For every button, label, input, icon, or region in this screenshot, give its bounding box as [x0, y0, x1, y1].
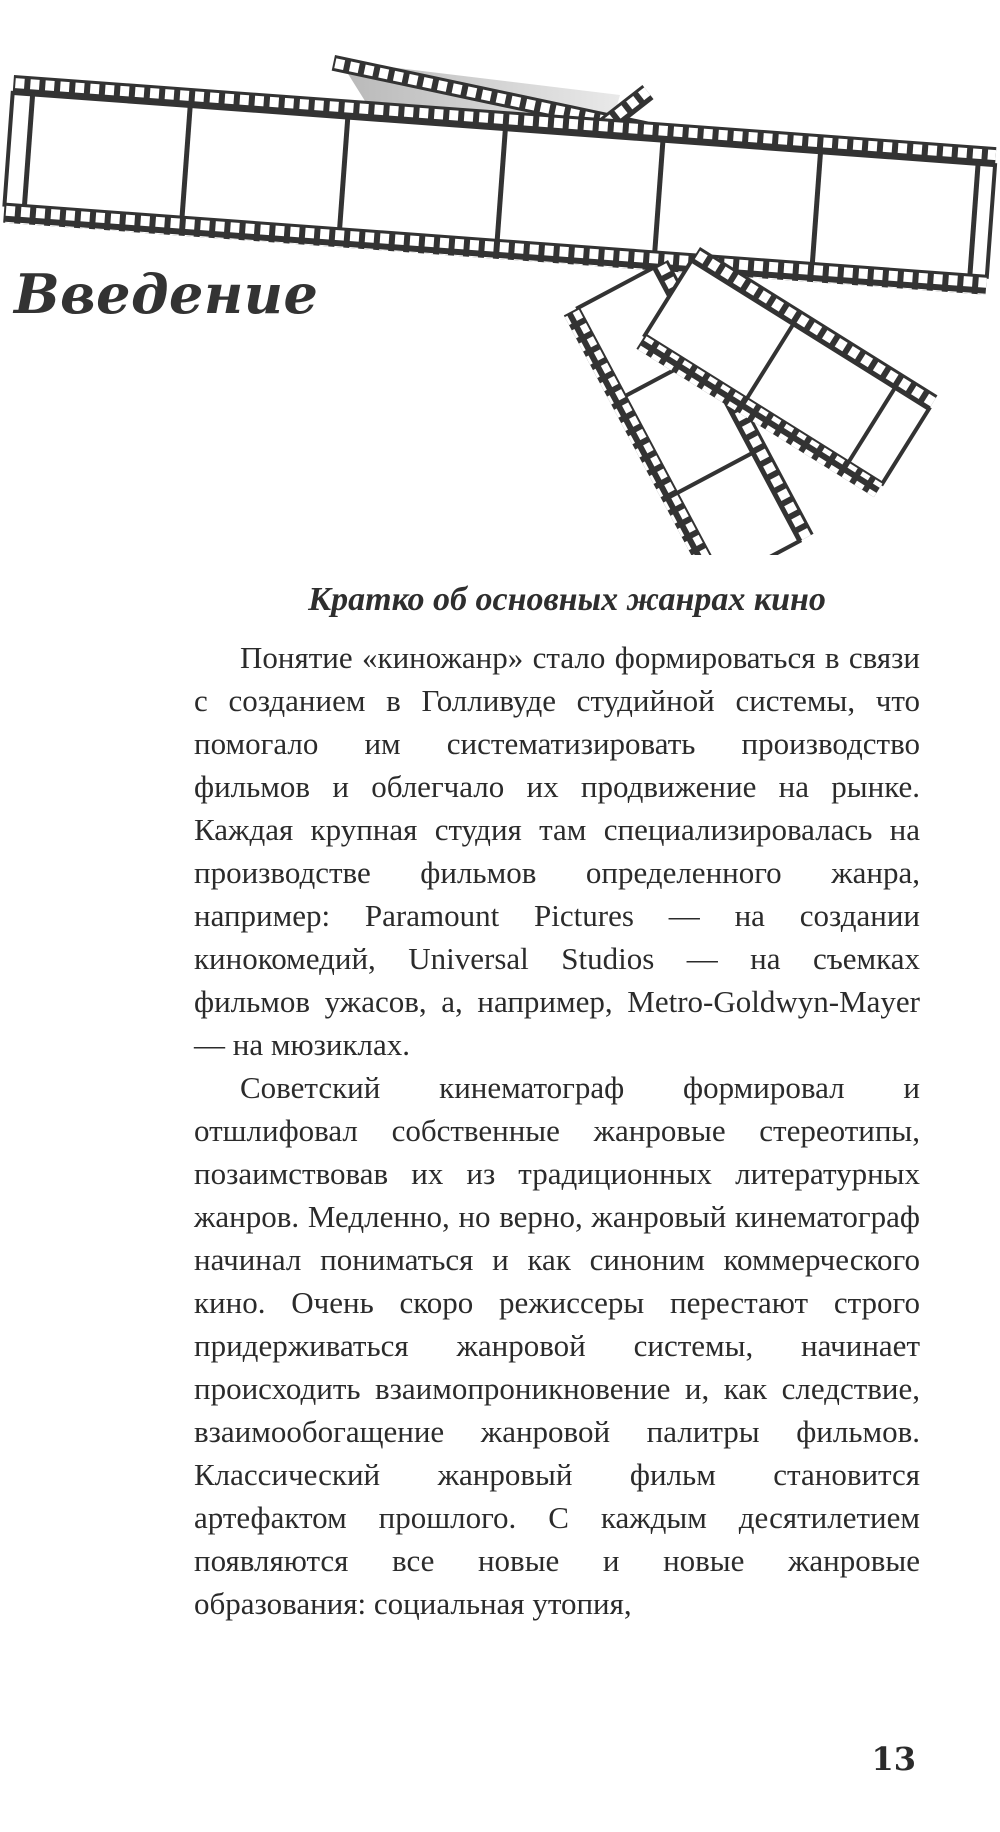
paragraph-1: Понятие «киножанр» стало формироваться в связи с созданием в Голливуде студийной системы, что помогало им систематизировать производство фильмов и облегчало их продвижение на рынке. Каждая крупная студия там специализировалась на производстве фильмов определенного жанра, например: Paramount Pictures — на создании кинокомедий, Universal Studios — на съемках фильмов ужасов, а, например, Metro-Goldwyn-Mayer — на мюзиклах.	[194, 640, 920, 1062]
chapter-title: Введение	[14, 262, 319, 326]
paragraph-2: Советский кинематограф формировал и отшлифовал собственные жанровые стереотипы, позаимствовав их из традиционных литературных жанров. Медленно, но верно, жанровый кинематограф начинал пониматься и как синоним коммерческого кино. Очень скоро режиссеры перестают строго придерживаться жанровой системы, начинает происходить взаимопроникновение и, как следствие, взаимообогащение жанровой палитры фильмов. Классический жанровый фильм становится артефактом прошлого. С каждым десятилетием появляются все новые и новые жанровые образования: социальная утопия,	[194, 1070, 920, 1621]
section-heading: Кратко об основных жанрах кино	[308, 581, 826, 618]
page-number: 13	[871, 1740, 916, 1778]
main-text	[194, 578, 920, 1625]
